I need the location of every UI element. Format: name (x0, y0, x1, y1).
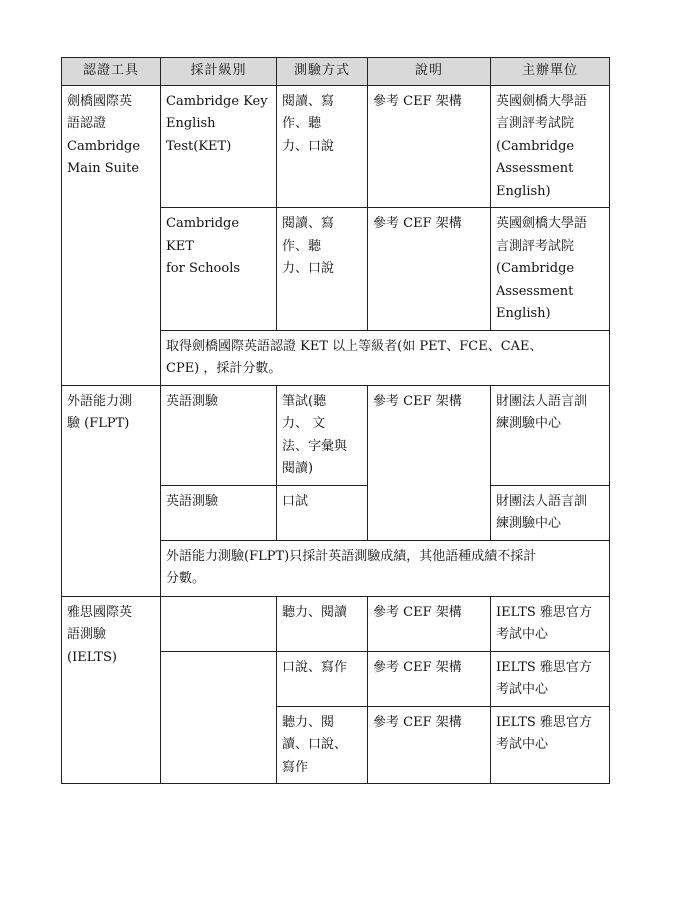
cambridge-ket-schools-desc: 參考 CEF 架構 (368, 208, 491, 331)
cambridge-ket-schools-level: Cambridge KET for Schools (161, 208, 277, 331)
cambridge-ket-schools-org: 英國劍橋大學語 言測評考試院 (Cambridge Assessment English) (491, 208, 610, 331)
flpt-oral-org: 財團法人語言訓 練測驗中心 (491, 485, 610, 540)
flpt-desc: 參考 CEF 架構 (368, 385, 491, 540)
cambridge-ket-schools-method: 閱讀、寫 作、聽 力、口說 (277, 208, 368, 331)
flpt-oral-method: 口試 (277, 485, 368, 540)
header-description: 說明 (368, 58, 491, 86)
certification-table (61, 57, 610, 784)
header-organizer: 主辦單位 (491, 58, 610, 86)
ielts-row2-desc: 參考 CEF 架構 (368, 651, 491, 706)
ielts-row2-method: 口說、寫作 (277, 651, 368, 706)
ielts-row1-desc: 參考 CEF 架構 (368, 596, 491, 651)
cambridge-note: 取得劍橋國際英語認證 KET 以上等級者(如 PET、FCE、CAE、 CPE) ，採計分數。 (161, 330, 610, 385)
cambridge-ket-level: Cambridge Key English Test(KET) (161, 85, 277, 208)
flpt-written-level: 英語測驗 (161, 385, 277, 485)
ielts-row2-org: IELTS 雅思官方 考試中心 (491, 651, 610, 706)
ielts-tool: 雅思國際英 語測驗 (IELTS) (62, 596, 161, 784)
header-row (62, 58, 610, 86)
ielts-row3-org: IELTS 雅思官方 考試中心 (491, 706, 610, 784)
cambridge-tool: 劍橋國際英 語認證 Cambridge Main Suite (62, 85, 161, 385)
cambridge-ket-org: 英國劍橋大學語 言測評考試院 (Cambridge Assessment English) (491, 85, 610, 208)
flpt-tool: 外語能力測 驗 (FLPT) (62, 385, 161, 596)
ielts-row1-level (161, 596, 277, 651)
ielts-row1-org: IELTS 雅思官方 考試中心 (491, 596, 610, 651)
ielts-row1-method: 聽力、閱讀 (277, 596, 368, 651)
cambridge-ket-method: 閱讀、寫 作、聽 力、口說 (277, 85, 368, 208)
header-level: 採計級別 (161, 58, 277, 86)
table-row (62, 85, 610, 208)
header-method: 測驗方式 (277, 58, 368, 86)
ielts-row2-level (161, 651, 277, 784)
flpt-oral-level: 英語測驗 (161, 485, 277, 540)
flpt-written-org: 財團法人語言訓 練測驗中心 (491, 385, 610, 485)
ielts-row3-method: 聽力、閱 讀、口說、 寫作 (277, 706, 368, 784)
ielts-row3-desc: 參考 CEF 架構 (368, 706, 491, 784)
header-tool: 認證工具 (62, 58, 161, 86)
table-row (62, 596, 610, 651)
flpt-note: 外語能力測驗(FLPT)只採計英語測驗成績，其他語種成績不採計 分數。 (161, 540, 610, 596)
flpt-written-method: 筆試(聽 力、 文 法、字彙與 閱讀) (277, 385, 368, 485)
cambridge-ket-desc: 參考 CEF 架構 (368, 85, 491, 208)
table-row (62, 385, 610, 485)
